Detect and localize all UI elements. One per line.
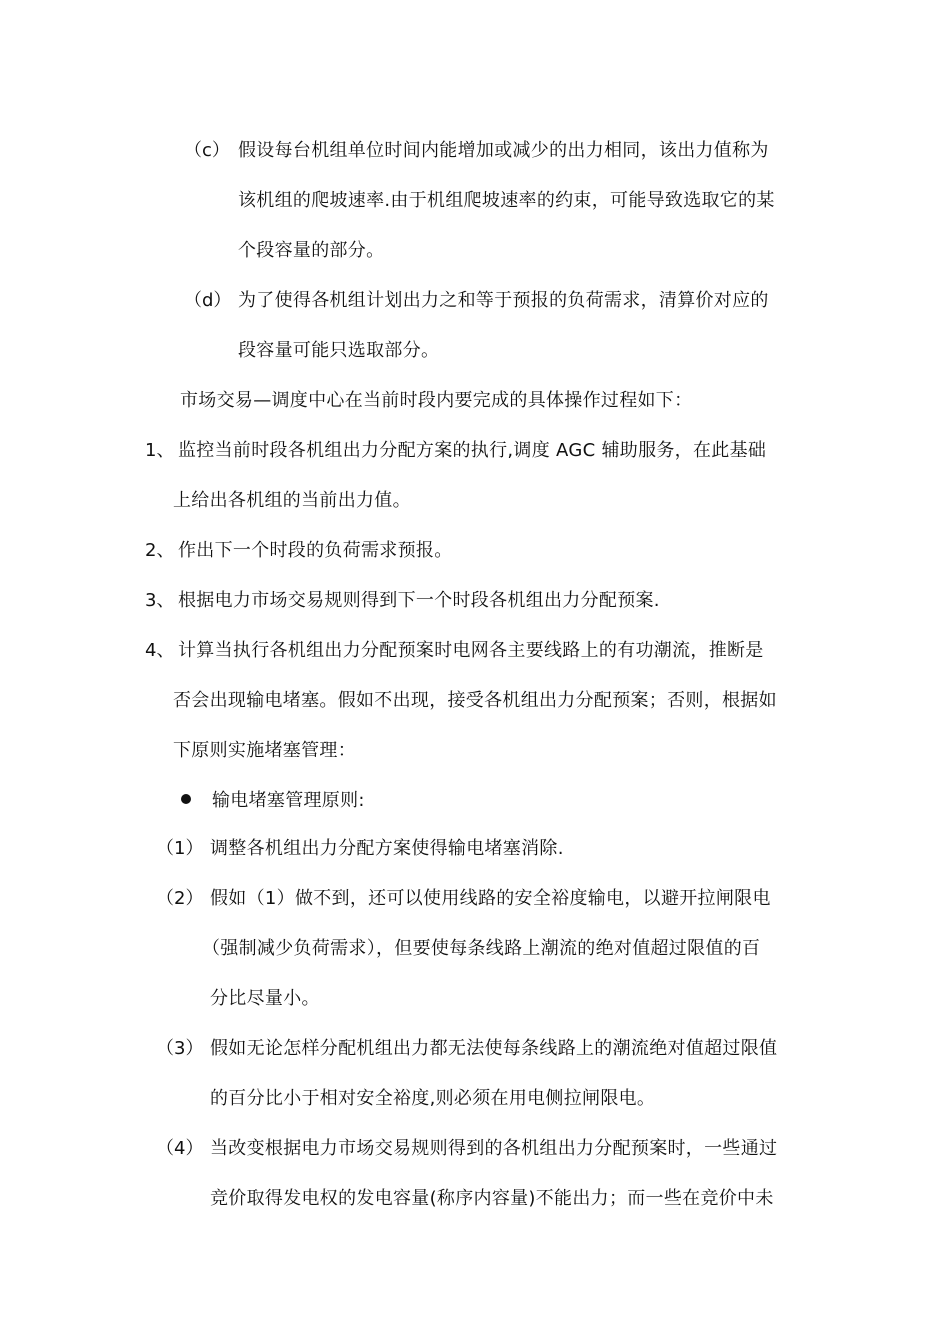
step-4-line-1: 计算当执行各机组出力分配预案时电网各主要线路上的有功潮流，推断是 <box>178 640 764 661</box>
step-1-marker: 1、 <box>145 440 175 461</box>
principle-4-line-1: 当改变根据电力市场交易规则得到的各机组出力分配预案时，一些通过 <box>210 1138 778 1159</box>
principles-heading: 输电堵塞管理原则: <box>212 790 365 811</box>
step-1-line-2: 上给出各机组的当前出力值。 <box>173 490 411 511</box>
principle-3-line-2: 的百分比小于相对安全裕度,则必须在用电侧拉闸限电。 <box>210 1088 656 1109</box>
step-3-line-1: 根据电力市场交易规则得到下一个时段各机组出力分配预案. <box>178 590 660 611</box>
step-4-marker: 4、 <box>145 640 175 661</box>
principle-4-line-2: 竞价取得发电权的发电容量(称序内容量)不能出力；而一些在竞价中未 <box>210 1188 774 1209</box>
principle-2-line-3: 分比尽量小。 <box>210 988 320 1009</box>
principle-2-line-1: 假如（1）做不到，还可以使用线路的安全裕度输电，以避开拉闸限电 <box>210 888 771 909</box>
item-c-line-2: 该机组的爬坡速率.由于机组爬坡速率的约束，可能导致选取它的某 <box>238 190 775 211</box>
item-d-marker: （d） <box>184 290 232 311</box>
step-4-line-3: 下原则实施堵塞管理： <box>173 740 356 761</box>
step-4-line-2: 否会出现输电堵塞。假如不出现，接受各机组出力分配预案；否则，根据如 <box>173 690 777 711</box>
principle-1-marker: （1） <box>156 838 204 859</box>
principle-1-line-1: 调整各机组出力分配方案使得输电堵塞消除. <box>210 838 564 859</box>
principle-2-line-2: （强制减少负荷需求），但要使每条线路上潮流的绝对值超过限值的百 <box>202 938 761 959</box>
item-c-line-1: 假设每台机组单位时间内能增加或减少的出力相同，该出力值称为 <box>238 140 769 161</box>
step-2-line-1: 作出下一个时段的负荷需求预报。 <box>178 540 453 561</box>
principle-3-line-1: 假如无论怎样分配机组出力都无法使每条线路上的潮流绝对值超过限值 <box>210 1038 778 1059</box>
item-c-line-3: 个段容量的部分。 <box>238 240 385 261</box>
step-2-marker: 2、 <box>145 540 175 561</box>
intro-paragraph: 市场交易—调度中心在当前时段内要完成的具体操作过程如下： <box>180 390 693 411</box>
step-3-marker: 3、 <box>145 590 175 611</box>
bullet-icon <box>181 794 191 804</box>
item-d-line-1: 为了使得各机组计划出力之和等于预报的负荷需求，清算价对应的 <box>238 290 769 311</box>
item-d-line-2: 段容量可能只选取部分。 <box>238 340 440 361</box>
principle-3-marker: （3） <box>156 1038 204 1059</box>
step-1-line-1: 监控当前时段各机组出力分配方案的执行,调度 AGC 辅助服务，在此基础 <box>178 440 767 461</box>
item-c-marker: （c） <box>184 140 230 161</box>
principle-4-marker: （4） <box>156 1138 204 1159</box>
principle-2-marker: （2） <box>156 888 204 909</box>
